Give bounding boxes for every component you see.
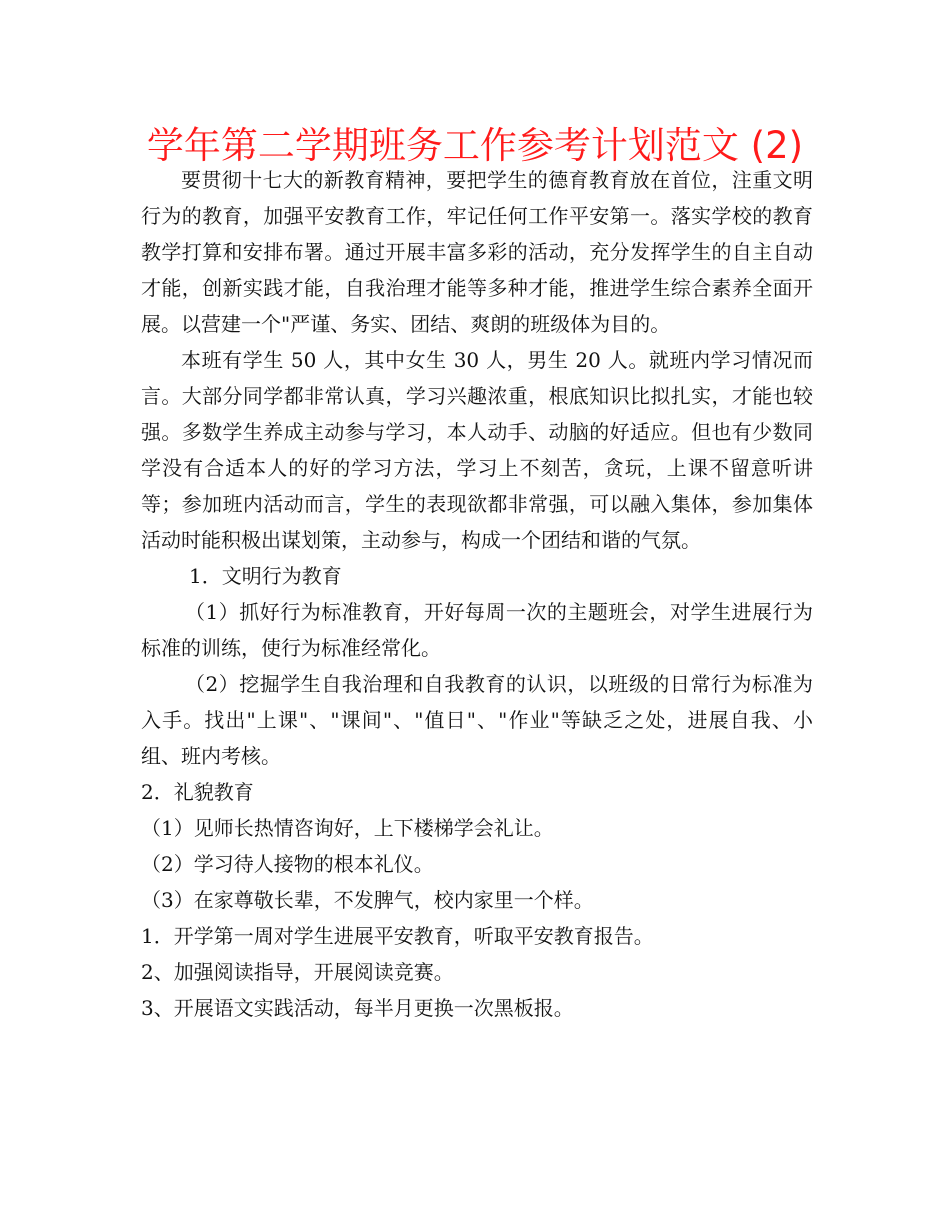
list-item-courtesy-3: （3）在家尊敬长辈，不发脾气，校内家里一个样。 [141,888,594,912]
document-title: 学年第二学期班务工作参考计划范文 (2) [146,124,804,167]
list-item-plan-3: 3、开展语文实践活动，每半月更换一次黑板报。 [141,996,574,1020]
list-item-plan-2: 2、加强阅读指导，开展阅读竞赛。 [141,960,454,984]
paragraph-intro: 要贯彻十七大的新教育精神，要把学生的德育教育放在首位，注重文明行为的教育，加强平安教育工作，牢记任何工作平安第一。落实学校的教育教学打算和安排布署。通过开展丰富多彩的活动，充分发挥学生的自主自动才能，创新实践才能，自我治理才能等多种才能，推进学生综合素养全面开展。以营建一个"严谨、务实、团结、爽朗的班级体为目的。 [141,168,813,336]
document-body [141,162,813,1026]
list-item-plan-1: 1．开学第一周对学生进展平安教育，听取平安教育报告。 [141,924,654,948]
paragraph-class-situation: 本班有学生 50 人，其中女生 30 人，男生 20 人。就班内学习情况而言。大部分同学都非常认真，学习兴趣浓重，根底知识比拟扎实，才能也较强。多数学生养成主动参与学习，本人动手、动脑的好适应。但也有少数同学没有合适本人的好的学习方法，学习上不刻苦，贪玩，上课不留意听讲等；参加班内活动而言，学生的表现欲都非常强，可以融入集体，参加集体活动时能积极出谋划策，主动参与，构成一个团结和谐的气氛。 [141,348,813,552]
list-item-courtesy-1: （1）见师长热情咨询好，上下楼梯学会礼让。 [141,816,554,840]
heading-courtesy-education: 2．礼貌教育 [141,780,254,804]
list-item-behavior-1: （1）抓好行为标准教育，开好每周一次的主题班会，对学生进展行为标准的训练，使行为标准经常化。 [141,600,813,660]
heading-civilized-behavior: 1．文明行为教育 [189,564,342,588]
list-item-courtesy-2: （2）学习待人接物的根本礼仪。 [141,852,434,876]
list-item-behavior-2: （2）挖掘学生自我治理和自我教育的认识，以班级的日常行为标准为入手。找出"上课"、"课间"、"值日"、"作业"等缺乏之处，进展自我、小组、班内考核。 [141,672,813,768]
